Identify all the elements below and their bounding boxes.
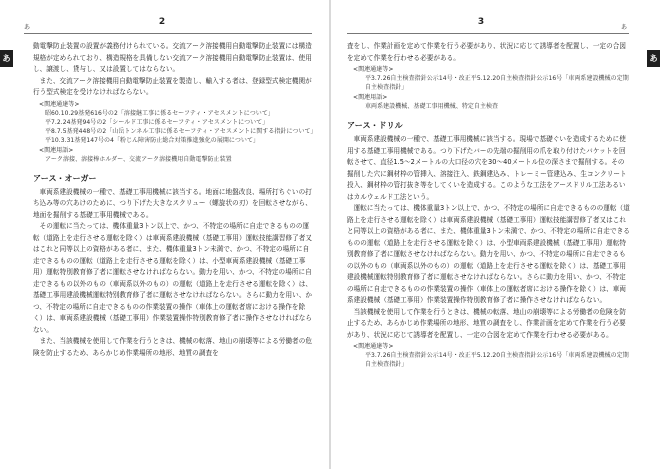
- right-terms: 車両系建設機械、基礎工事用機械、特定自主検査: [365, 103, 499, 110]
- right-header-kana: あ: [621, 24, 628, 31]
- left-section-paragraph: 車両系建設機械の一種で、基礎工事用機械に該当する。地面に地盤改良、場所打ちぐいの打ち込み等の穴あけのために、つり下げた大きなスクリュー（螺旋状の刃）を回転させながら、地面を掘削する基礎工事用機械である。: [33, 187, 312, 219]
- right-page-number: 3: [477, 17, 485, 27]
- right-section-paragraph: 車両系建設機械の一種で、基礎工事用機械に該当する。現場で基礎ぐいを造成するために使用する基礎工事用機械である。つり下げたバーの先端の掘削用の爪を取り付けたバケットを回転させて、直径1.5～2メートルの大口径の穴を30～40メートル位の深さまで掘削する。その掘削した穴に鋼材枠の管挿入、溶接注入、鉄鋼建込み、トレーミー管建込み、生コンクリート投入、鋼材枠の管打抜き等をしてくいを造成する。このような工法をアースドリル工法あるいはカルウェルド工法という。: [347, 135, 627, 201]
- left-index-tab[interactable]: あ: [0, 50, 13, 67]
- right-header-rule: [347, 33, 629, 34]
- left-ref-item: 昭60.10.29基発616号の2「溶接継工事に係るセーフティ・アセスメントについて」: [45, 109, 274, 117]
- left-intro: 動電撃防止装置の設置が義務付けられている。交流アーク溶接機用自動電撃防止装置には構造規格が定められており、構造規格を具備しない交流アーク溶接機用自動電撃防止装置は、使用し、譲渡し、貸与し、又は設置してはならない。: [33, 42, 312, 73]
- left-body: [33, 41, 315, 359]
- right-section-title: アース・ドリル: [347, 121, 403, 130]
- right-ref2-item: 平3.7.26自主検査指針公示14号・改正平5.12.20自主検査指針公示16号「車両系建設機械の定期自主検査指針」: [365, 352, 629, 368]
- left-header-kana: あ: [24, 24, 31, 31]
- left-terms: アーク溶接、溶接棒ホルダー、交流アーク溶接機用自動電撃防止装置: [45, 155, 232, 163]
- right-section-paragraph: 当該機械を使用して作業を行うときは、機械の転落、地山の崩壊等による労働者の危険を防止するため、あらかじめ作業場所の地形、地質の調査をし、作業計画を定めて作業を行う必要があり、状況に応じて誘導者を配置し、一定の合図を定めて作業を行わせる必要がある。: [347, 307, 626, 339]
- right-refs2-heading: <関連通達等>: [353, 343, 394, 350]
- left-page: [0, 0, 329, 469]
- left-refs-heading: <関連通達等>: [39, 100, 80, 108]
- left-intro2: また、交流アーク溶接機用自動電撃防止装置を製造し、輸入する者は、登録型式検定機関が行う型式検定を受けなければならない。: [33, 76, 312, 96]
- right-ref-item: 平3.7.26自主検査指針公示14号・改正平5.12.20自主検査指針公示16号「車両系建設機械の定期自主検査指針」: [365, 75, 629, 91]
- right-page: [331, 0, 660, 469]
- left-section-paragraph: また、当該機械を使用して作業を行うときは、機械の転落、地山の崩壊等による労働者の危険を防止するため、あらかじめ作業場所の地形、地質の調査を: [33, 337, 312, 357]
- left-header-rule: [24, 33, 312, 34]
- right-section-paragraph: 運転に当たっては、機体重量3トン以上で、かつ、不特定の場所に自走できるものの運転（道路上を走行させる運転を除く）は車両系建設機械（基礎工事用）運転技能講習修了者又はこれと同等以上の資格がある者に、また、機体重量3トン未満で、かつ、不特定の場所に自走できるものの運転（道路上を走行させる運転を除く）は、小型車両系建設機械（基礎工事用）運転特別教育修了者に運転させなければならない。動力を用い、かつ、不特定の場所に自走できるもの以外のもの（車両系以外のもの）の運転（道路上を走行させる運転を除く）は、基礎工事用建設機械運転特別教育修了者に運転させなければならない。さらに動力を用い、かつ、不特定の場所に自走できるものの作業装置の操作（車体上の運転者席における操作を除く）は、車両系建設機械（基礎工事用）作業装置操作特別教育修了者に操作させなければならない。: [347, 204, 630, 304]
- right-terms-heading: <関連用語>: [353, 94, 388, 101]
- left-section-title: アース・オーガー: [33, 173, 97, 183]
- left-ref-item: 平7.2.24基発94号の2「シールド工事に係るセーフティ・アセスメントについて」: [45, 118, 269, 126]
- left-ref-item: 平10.3.31基発147号の4「粉じん障害防止総合対策推進強化の展開について」: [45, 136, 260, 144]
- right-index-tab[interactable]: あ: [647, 50, 660, 67]
- right-body: [347, 41, 631, 369]
- left-page-number: 2: [158, 17, 166, 27]
- right-refs-heading: <関連通達等>: [353, 66, 394, 73]
- right-intro: 査をし、作業計画を定めて作業を行う必要があり、状況に応じて誘導者を配置し、一定の合図を定めて作業を行わせる必要がある。: [347, 42, 627, 62]
- left-ref-item: 平8.7.5基発448号の2「山岳トンネル工事に係るセーフティ・アセスメントに関する指針について」: [45, 127, 317, 135]
- left-terms-heading: <関連用語>: [39, 146, 74, 154]
- left-section-paragraph: その運転に当たっては、機体重量3トン以上で、かつ、不特定の場所に自走できるものの運転（道路上を走行させる運転を除く）は車両系建設機械（基礎工事用）運転技能講習修了者又はこれと同等以上の資格がある者に、また、機体重量3トン未満で、かつ、不特定の場所に自走できるものの運転（道路上を走行させる運転を除く）は、小型車両系建設機械（基礎工事用）運転特別教育修了者に運転させなければならない。動力を用い、かつ、不特定の場所に自走できるもの以外のもの（車両系以外のもの）の運転（道路上を走行させる運転を除く）は、基礎工事用建設機械運転特別教育修了者に運転させなければならない。さらに動力を用い、かつ、不特定の場所に自走できるものの作業装置の操作（車体上の運転者席における操作を除く）は、車両系建設機械（基礎工事用）作業装置操作特別教育修了者に操作させなければならない。: [33, 222, 313, 334]
